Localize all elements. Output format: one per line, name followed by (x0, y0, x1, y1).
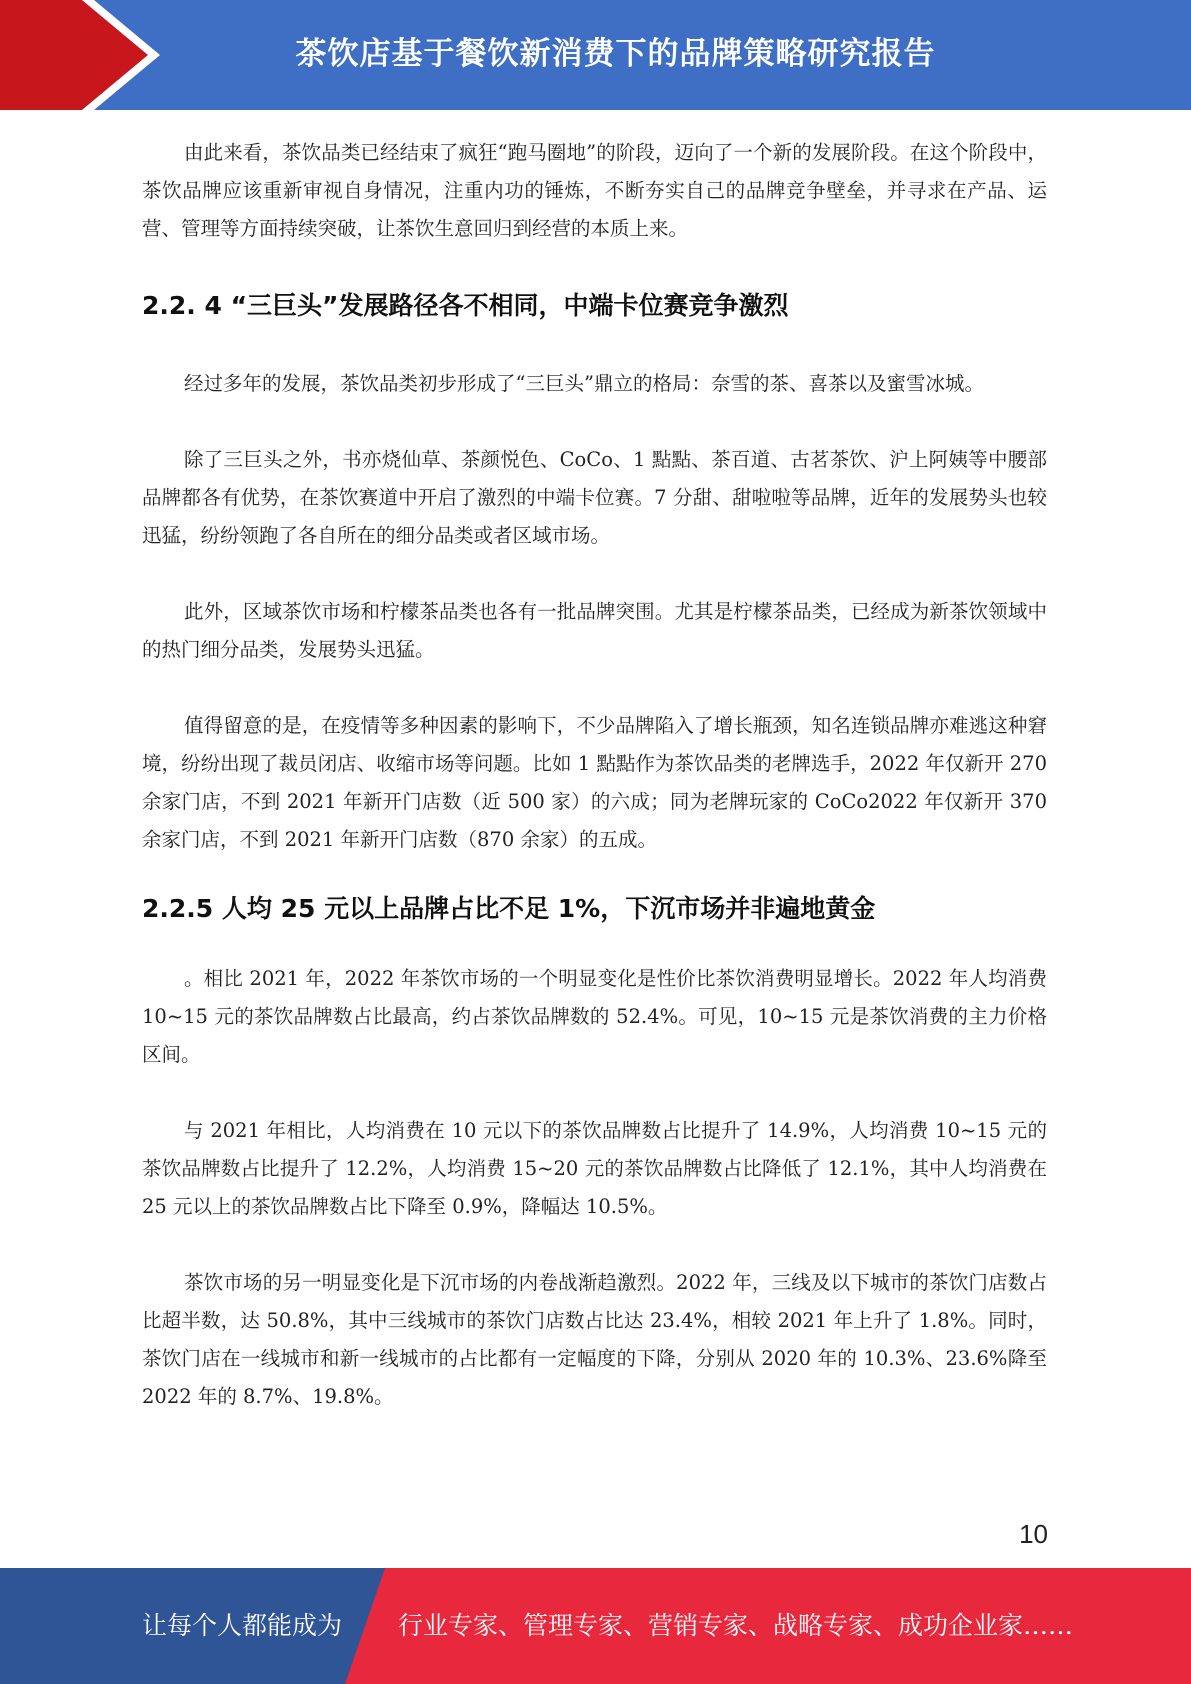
paragraph-7: 与 2021 年相比，人均消费在 10 元以下的茶饮品牌数占比提升了 14.9%，人均消费 10~15 元的茶饮品牌数占比提升了 12.2%，人均消费 15~20 元的茶饮品牌数占比降低了 12.1%，其中人均消费在 25 元以上的茶饮品牌数占比下降至 0.9%，降幅达 10.5%。 (142, 1119, 1047, 1218)
paragraph-4: 此外，区域茶饮市场和柠檬茶品类也各有一批品牌突围。尤其是柠檬茶品类，已经成为新茶饮领域中的热门细分品类，发展势头迅猛。 (142, 600, 1047, 661)
paragraph-5: 值得留意的是，在疫情等多种因素的影响下，不少品牌陷入了增长瓶颈，知名连锁品牌亦难逃这种窘境，纷纷出现了裁员闭店、收缩市场等问题。比如 1 點點作为茶饮品类的老牌选手，2022 年仅新开 270 余家门店，不到 2021 年新开门店数（近 500 家）的六成；同为老牌玩家的 CoCo2022 年仅新开 370 余家门店，不到 2021 年新开门店数（870 余家）的五成。 (142, 714, 1047, 851)
document-body (142, 134, 1047, 1416)
paragraph-8: 茶饮市场的另一明显变化是下沉市场的内卷战渐趋激烈。2022 年，三线及以下城市的茶饮门店数占比超半数，达 50.8%，其中三线城市的茶饮门店数占比达 23.4%，相较 2021 年上升了 1.8%。同时，茶饮门店在一线城市和新一线城市的占比都有一定幅度的下降，分别从 2020 年的 10.3%、23.6%降至 2022 年的 8.7%、19.8%。 (142, 1271, 1047, 1408)
paragraph-1: 由此来看，茶饮品类已经结束了疯狂“跑马圈地”的阶段，迈向了一个新的发展阶段。在这个阶段中，茶饮品牌应该重新审视自身情况，注重内功的锤炼，不断夯实自己的品牌竞争壁垒，并寻求在产品、运营、管理等方面持续突破，让茶饮生意回归到经营的本质上来。 (142, 141, 1047, 240)
paragraph-3: 除了三巨头之外，书亦烧仙草、茶颜悦色、CoCo、1 點點、茶百道、古茗茶饮、沪上阿姨等中腰部品牌都各有优势，在茶饮赛道中开启了激烈的中端卡位赛。7 分甜、甜啦啦等品牌，近年的发展势头也较迅猛，纷纷领跑了各自所在的细分品类或者区域市场。 (142, 448, 1047, 547)
footer-slogan-right: 行业专家、管理专家、营销专家、战略专家、成功企业家…… (398, 1611, 1074, 1640)
section-heading-2-2-4: 2.2. 4 “三巨头”发展路径各不相同，中端卡位赛竞争激烈 (142, 291, 789, 320)
page-number: 10 (1019, 1519, 1048, 1549)
paragraph-6: 。相比 2021 年，2022 年茶饮市场的一个明显变化是性价比茶饮消费明显增长。2022 年人均消费 10~15 元的茶饮品牌数占比最高，约占茶饮品牌数的 52.4%。可见，10~15 元是茶饮消费的主力价格区间。 (142, 967, 1047, 1066)
page-header (0, 0, 1191, 110)
header-title: 茶饮店基于餐饮新消费下的品牌策略研究报告 (295, 36, 936, 72)
footer-slogan-left: 让每个人都能成为 (142, 1611, 343, 1640)
paragraph-2: 经过多年的发展，茶饮品类初步形成了“三巨头”鼎立的格局：奈雪的茶、喜茶以及蜜雪冰城。 (184, 372, 984, 395)
page-footer (0, 1568, 1191, 1684)
section-heading-2-2-5: 2.2.5 人均 25 元以上品牌占比不足 1%，下沉市场并非遍地黄金 (142, 894, 876, 923)
